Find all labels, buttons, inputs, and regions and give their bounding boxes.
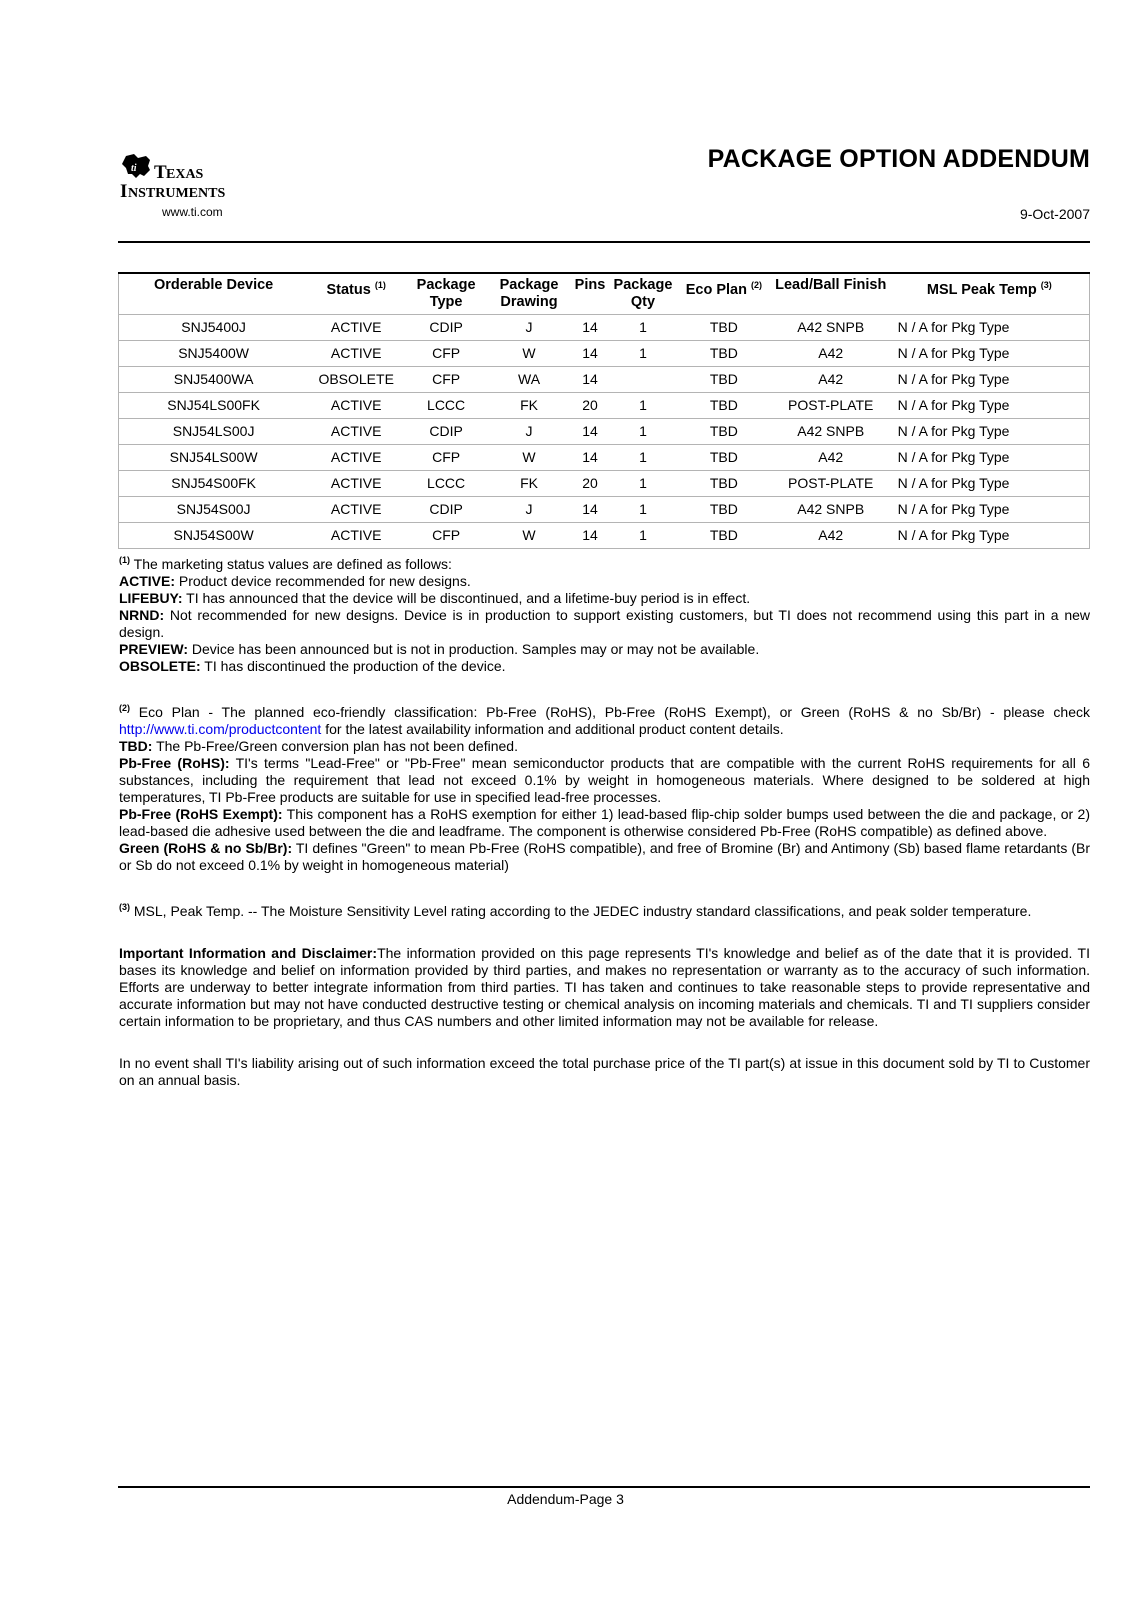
table-row bbox=[119, 393, 1090, 419]
cell-pins: 14 bbox=[570, 523, 610, 549]
cell-orderable-device: SNJ54LS00J bbox=[119, 419, 309, 445]
cell-package-drawing: W bbox=[488, 341, 570, 367]
cell-lead-ball-finish: POST-PLATE bbox=[772, 393, 890, 419]
liability-statement: In no event shall TI's liability arising out of such information exceed the total purchase price of the TI part(s) at issue in this document sold by TI to Customer on an annual basis. bbox=[119, 1055, 1090, 1088]
footnotes bbox=[119, 552, 1090, 1089]
cell-msl-peak-temp: N / A for Pkg Type bbox=[890, 497, 1090, 523]
cell-pins: 20 bbox=[570, 393, 610, 419]
cell-msl-peak-temp: N / A for Pkg Type bbox=[890, 471, 1090, 497]
svg-text:ti: ti bbox=[131, 163, 137, 174]
cell-package-drawing: J bbox=[488, 315, 570, 341]
cell-lead-ball-finish: A42 SNPB bbox=[772, 419, 890, 445]
col-pins: Pins bbox=[570, 273, 610, 315]
cell-pins: 14 bbox=[570, 445, 610, 471]
svg-text:I: I bbox=[120, 181, 128, 202]
cell-package-type: LCCC bbox=[404, 393, 488, 419]
cell-eco-plan: TBD bbox=[676, 315, 772, 341]
cell-msl-peak-temp: N / A for Pkg Type bbox=[890, 445, 1090, 471]
cell-orderable-device: SNJ5400J bbox=[119, 315, 309, 341]
cell-pins: 14 bbox=[570, 367, 610, 393]
package-table bbox=[118, 272, 1090, 549]
cell-package-drawing: W bbox=[488, 445, 570, 471]
cell-package-qty: 1 bbox=[610, 445, 676, 471]
note-pb-free-exempt: Pb-Free (RoHS Exempt): This component has a RoHS exemption for either 1) lead-based flip-chip solder bumps used between the die and package, or 2) lead-based die adhesive used between the die and leadframe. The component is otherwise considered Pb-Free (RoHS compatible) as defined above. bbox=[119, 806, 1090, 839]
cell-eco-plan: TBD bbox=[676, 419, 772, 445]
cell-status: ACTIVE bbox=[308, 497, 404, 523]
product-content-link[interactable]: http://www.ti.com/productcontent bbox=[119, 721, 322, 737]
col-orderable-device: Orderable Device bbox=[119, 273, 309, 315]
cell-status: ACTIVE bbox=[308, 341, 404, 367]
site-url[interactable]: www.ti.com bbox=[162, 205, 223, 219]
table-row bbox=[119, 419, 1090, 445]
note-nrnd: NRND: Not recommended for new designs. Device is in production to support existing customers, but TI does not recommend using this part in a new design. bbox=[119, 607, 1090, 640]
col-eco-plan: Eco Plan $^{(2)}$ bbox=[676, 273, 772, 315]
col-status: Status $^{(1)}$ bbox=[308, 273, 404, 315]
col-msl-peak-temp: MSL Peak Temp $^{(3)}$ bbox=[890, 273, 1090, 315]
disclaimer: Important Information and Disclaimer:The information provided on this page represents TI's knowledge and belief as of the date that it is provided. TI bases its knowledge and belief on information provided by third parties, and makes no representation or warranty as to the accuracy of such information. Efforts are underway to better integrate information from third parties. TI has taken and continues to take reasonable steps to provide representative and accurate information but may not have conducted destructive testing or chemical analysis on incoming materials and chemicals. TI and TI suppliers consider certain information to be proprietary, and thus CAS numbers and other limited information may not be available for release. bbox=[119, 945, 1090, 1029]
header-divider bbox=[118, 241, 1090, 243]
col-package-type: Package Type bbox=[404, 273, 488, 315]
svg-text:NSTRUMENTS: NSTRUMENTS bbox=[128, 186, 226, 201]
cell-orderable-device: SNJ54S00J bbox=[119, 497, 309, 523]
cell-status: ACTIVE bbox=[308, 315, 404, 341]
cell-lead-ball-finish: A42 bbox=[772, 445, 890, 471]
cell-msl-peak-temp: N / A for Pkg Type bbox=[890, 523, 1090, 549]
cell-package-drawing: J bbox=[488, 497, 570, 523]
cell-package-qty: 1 bbox=[610, 497, 676, 523]
cell-status: ACTIVE bbox=[308, 523, 404, 549]
document-date: 9-Oct-2007 bbox=[1019, 206, 1090, 222]
cell-lead-ball-finish: A42 bbox=[772, 523, 890, 549]
cell-orderable-device: SNJ54S00W bbox=[119, 523, 309, 549]
cell-msl-peak-temp: N / A for Pkg Type bbox=[890, 419, 1090, 445]
note-preview: PREVIEW: Device has been announced but is not in production. Samples may or may not be available. bbox=[119, 641, 760, 657]
cell-eco-plan: TBD bbox=[676, 497, 772, 523]
cell-eco-plan: TBD bbox=[676, 471, 772, 497]
note-green: Green (RoHS & no Sb/Br): TI defines "Green" to mean Pb-Free (RoHS compatible), and free of Bromine (Br) and Antimony (Sb) based flame retardants (Br or Sb do not exceed 0.1% by weight in homogeneous material) bbox=[119, 840, 1090, 873]
cell-status: ACTIVE bbox=[308, 471, 404, 497]
table-row bbox=[119, 445, 1090, 471]
cell-msl-peak-temp: N / A for Pkg Type bbox=[890, 341, 1090, 367]
cell-package-type: CFP bbox=[404, 367, 488, 393]
col-package-drawing: Package Drawing bbox=[488, 273, 570, 315]
note-obsolete: OBSOLETE: TI has discontinued the production of the device. bbox=[119, 658, 506, 674]
cell-orderable-device: SNJ5400WA bbox=[119, 367, 309, 393]
cell-package-type: CFP bbox=[404, 445, 488, 471]
footer-divider bbox=[118, 1486, 1090, 1488]
cell-package-qty: 1 bbox=[610, 471, 676, 497]
cell-package-qty: 1 bbox=[610, 523, 676, 549]
note-pb-free: Pb-Free (RoHS): TI's terms "Lead-Free" or "Pb-Free" mean semiconductor products that are compatible with the current RoHS requirements for all 6 substances, including the requirement that lead not exceed 0.1% by weight in homogeneous materials. Where designed to be soldered at high temperatures, TI Pb-Free products are suitable for use in specified lead-free processes. bbox=[119, 755, 1090, 805]
cell-package-qty: 1 bbox=[610, 419, 676, 445]
cell-lead-ball-finish: A42 SNPB bbox=[772, 315, 890, 341]
cell-package-qty: 1 bbox=[610, 341, 676, 367]
ti-logo-icon bbox=[120, 152, 280, 202]
cell-lead-ball-finish: A42 bbox=[772, 367, 890, 393]
cell-package-qty: 1 bbox=[610, 393, 676, 419]
cell-orderable-device: SNJ54LS00W bbox=[119, 445, 309, 471]
cell-package-type: CDIP bbox=[404, 315, 488, 341]
cell-msl-peak-temp: N / A for Pkg Type bbox=[890, 315, 1090, 341]
cell-package-qty bbox=[610, 367, 676, 393]
table-row bbox=[119, 341, 1090, 367]
cell-msl-peak-temp: N / A for Pkg Type bbox=[890, 367, 1090, 393]
cell-pins: 14 bbox=[570, 315, 610, 341]
cell-package-drawing: FK bbox=[488, 393, 570, 419]
cell-pins: 14 bbox=[570, 419, 610, 445]
note-3-msl: $^{(3)}$ MSL, Peak Temp. -- The Moisture Sensitivity Level rating according to the JEDEC industry standard classifications, and peak solder temperature. bbox=[119, 902, 1032, 919]
cell-pins: 20 bbox=[570, 471, 610, 497]
cell-eco-plan: TBD bbox=[676, 341, 772, 367]
cell-package-type: CFP bbox=[404, 523, 488, 549]
cell-status: ACTIVE bbox=[308, 393, 404, 419]
note-1-intro: $^{(1)}$ The marketing status values are defined as follows: bbox=[119, 555, 452, 572]
table-row bbox=[119, 523, 1090, 549]
cell-orderable-device: SNJ5400W bbox=[119, 341, 309, 367]
cell-pins: 14 bbox=[570, 341, 610, 367]
cell-package-drawing: FK bbox=[488, 471, 570, 497]
cell-status: ACTIVE bbox=[308, 419, 404, 445]
note-tbd: TBD: The Pb-Free/Green conversion plan has not been defined. bbox=[119, 738, 518, 754]
svg-text:EXAS: EXAS bbox=[166, 167, 204, 182]
note-2-intro: $^{(2)}$ Eco Plan - The planned eco-friendly classification: Pb-Free (RoHS), Pb-Free (RoHS Exempt), or Green (RoHS & no Sb/Br) - please check http://www.ti.com/productcontent for the latest availability information and additional product content details. bbox=[119, 703, 1090, 737]
table-row bbox=[119, 315, 1090, 341]
cell-package-type: CDIP bbox=[404, 497, 488, 523]
note-active: ACTIVE: Product device recommended for new designs. bbox=[119, 573, 471, 589]
table-body bbox=[119, 315, 1090, 549]
cell-eco-plan: TBD bbox=[676, 367, 772, 393]
table-row bbox=[119, 367, 1090, 393]
table-header-row bbox=[119, 273, 1090, 315]
cell-status: ACTIVE bbox=[308, 445, 404, 471]
cell-eco-plan: TBD bbox=[676, 445, 772, 471]
cell-orderable-device: SNJ54S00FK bbox=[119, 471, 309, 497]
col-lead-ball-finish: Lead/Ball Finish bbox=[772, 273, 890, 315]
cell-package-drawing: J bbox=[488, 419, 570, 445]
cell-msl-peak-temp: N / A for Pkg Type bbox=[890, 393, 1090, 419]
note-lifebuy: LIFEBUY: TI has announced that the device will be discontinued, and a lifetime-buy period is in effect. bbox=[119, 590, 751, 606]
cell-eco-plan: TBD bbox=[676, 393, 772, 419]
page-number: Addendum-Page 3 bbox=[507, 1491, 624, 1507]
table-row bbox=[119, 497, 1090, 523]
cell-orderable-device: SNJ54LS00FK bbox=[119, 393, 309, 419]
cell-package-drawing: W bbox=[488, 523, 570, 549]
col-package-qty: Package Qty bbox=[610, 273, 676, 315]
table-row bbox=[119, 471, 1090, 497]
svg-text:T: T bbox=[154, 162, 167, 183]
cell-package-type: CFP bbox=[404, 341, 488, 367]
cell-lead-ball-finish: A42 SNPB bbox=[772, 497, 890, 523]
cell-package-qty: 1 bbox=[610, 315, 676, 341]
cell-status: OBSOLETE bbox=[308, 367, 404, 393]
cell-package-drawing: WA bbox=[488, 367, 570, 393]
page-title: PACKAGE OPTION ADDENDUM bbox=[707, 145, 1090, 173]
cell-package-type: CDIP bbox=[404, 419, 488, 445]
cell-eco-plan: TBD bbox=[676, 523, 772, 549]
cell-pins: 14 bbox=[570, 497, 610, 523]
ti-logo bbox=[120, 152, 280, 202]
cell-lead-ball-finish: A42 bbox=[772, 341, 890, 367]
cell-lead-ball-finish: POST-PLATE bbox=[772, 471, 890, 497]
cell-package-type: LCCC bbox=[404, 471, 488, 497]
